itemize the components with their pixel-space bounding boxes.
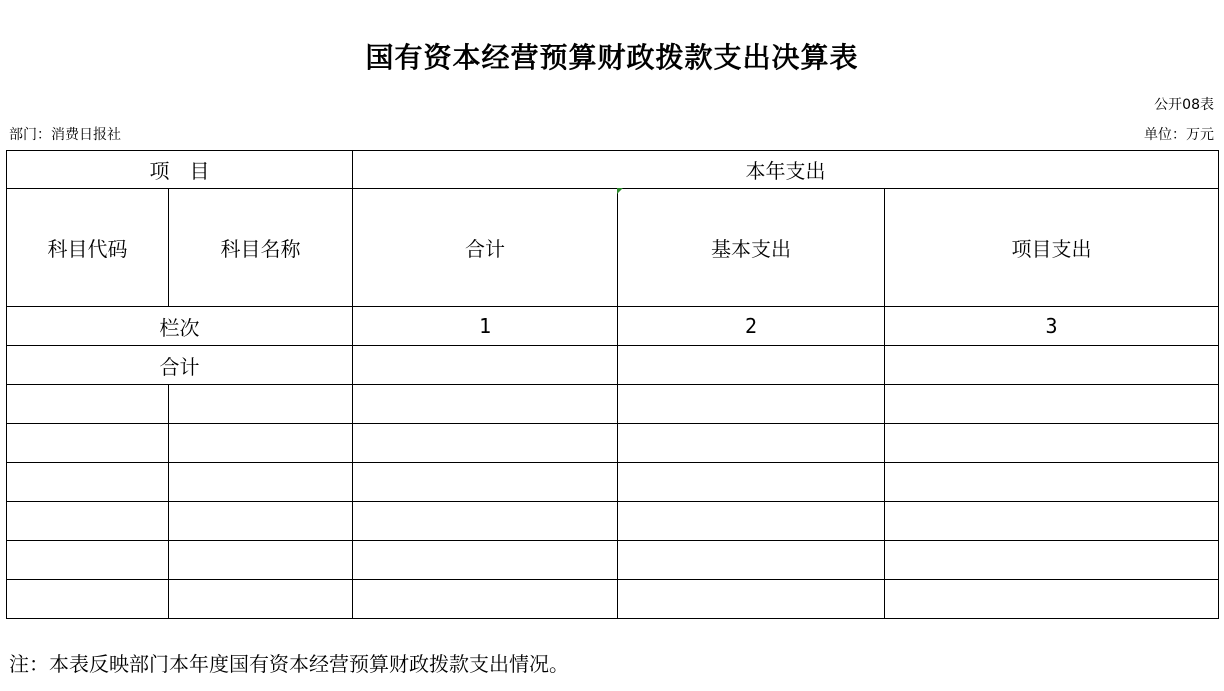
table-cell <box>7 424 169 463</box>
table-row <box>7 424 1219 463</box>
column-number-3: 3 <box>885 307 1219 346</box>
total-row-label: 合计 <box>7 346 353 385</box>
header-basic-expenditure: 基本支出 <box>618 189 885 307</box>
table-row <box>7 502 1219 541</box>
table-cell <box>885 502 1219 541</box>
expenditure-table <box>6 150 1219 619</box>
table-header-row-2 <box>7 189 1219 307</box>
table-cell <box>169 580 353 619</box>
table-row <box>7 580 1219 619</box>
cell-comment-marker <box>617 188 623 194</box>
table-cell <box>618 385 885 424</box>
table-row <box>7 541 1219 580</box>
table-cell <box>169 424 353 463</box>
table-cell <box>353 463 618 502</box>
table-cell <box>618 541 885 580</box>
column-number-2: 2 <box>618 307 885 346</box>
form-number: 公开08表 <box>1154 97 1214 113</box>
table-cell <box>353 541 618 580</box>
table-cell <box>353 502 618 541</box>
unit-label: 单位：万元 <box>1144 127 1214 143</box>
total-row <box>7 346 1219 385</box>
table-cell <box>885 463 1219 502</box>
table-cell <box>618 424 885 463</box>
table-cell <box>885 580 1219 619</box>
table-cell <box>169 385 353 424</box>
table-cell <box>7 502 169 541</box>
footnote: 注：本表反映部门本年度国有资本经营预算财政拨款支出情况。 <box>9 652 569 676</box>
table-cell <box>885 385 1219 424</box>
header-project-expenditure: 项目支出 <box>885 189 1219 307</box>
total-basic-cell <box>618 346 885 385</box>
table-cell <box>353 580 618 619</box>
table-cell <box>618 463 885 502</box>
header-item-cell <box>7 151 353 189</box>
column-number-row <box>7 307 1219 346</box>
column-number-label: 栏次 <box>7 307 353 346</box>
table-cell <box>618 580 885 619</box>
table-cell <box>169 502 353 541</box>
table-cell <box>7 463 169 502</box>
total-cell <box>353 346 618 385</box>
table-cell <box>169 463 353 502</box>
table-cell <box>7 541 169 580</box>
page-title: 国有资本经营预算财政拨款支出决算表 <box>365 41 859 74</box>
table-header-row-1 <box>7 151 1219 189</box>
header-subject-name: 科目名称 <box>169 189 353 307</box>
column-number-1: 1 <box>353 307 618 346</box>
table-cell <box>885 541 1219 580</box>
header-item: 项 目 <box>149 159 210 183</box>
table-cell <box>7 580 169 619</box>
header-current-year-expenditure: 本年支出 <box>353 151 1219 189</box>
table-cell <box>885 424 1219 463</box>
total-project-cell <box>885 346 1219 385</box>
header-subject-code: 科目代码 <box>7 189 169 307</box>
table-cell <box>353 385 618 424</box>
department-label: 部门：消费日报社 <box>9 127 121 143</box>
table-cell <box>7 385 169 424</box>
table-row <box>7 463 1219 502</box>
table-row <box>7 385 1219 424</box>
table-cell <box>169 541 353 580</box>
table-cell <box>618 502 885 541</box>
table-cell <box>353 424 618 463</box>
header-total: 合计 <box>353 189 618 307</box>
